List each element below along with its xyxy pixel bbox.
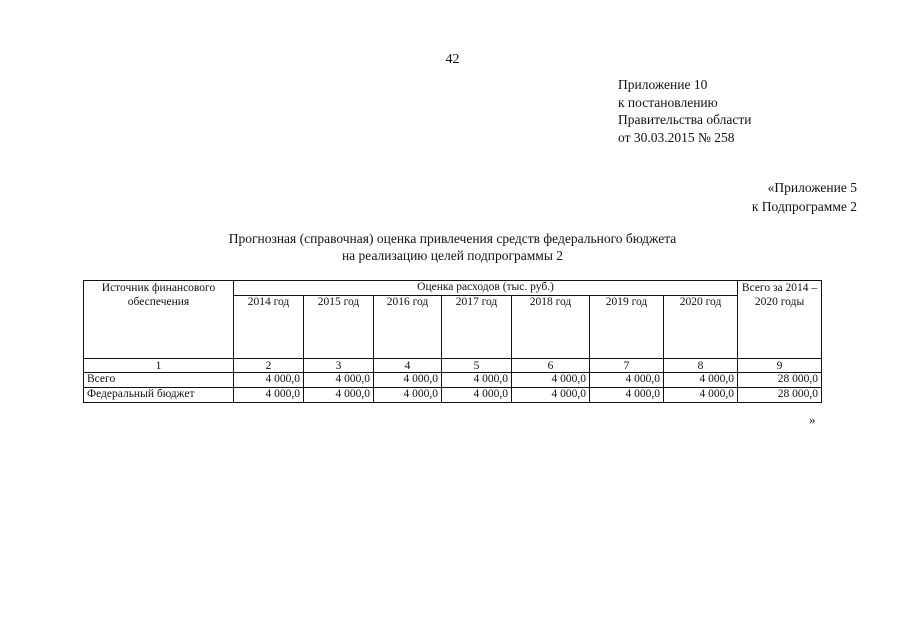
estimate-header-cell: Оценка расходов (тыс. руб.)	[234, 281, 738, 296]
column-number-cell: 1	[84, 359, 234, 373]
value-cell: 4 000,0	[664, 388, 738, 403]
sub-appendix-line: к Подпрограмме 2	[751, 199, 857, 214]
column-number-cell: 8	[664, 359, 738, 373]
document-title	[0, 230, 905, 264]
column-number-cell: 2	[234, 359, 304, 373]
total-header-cell: Всего за 2014 – 2020 годы	[738, 281, 822, 359]
column-number-cell: 6	[512, 359, 590, 373]
source-header-cell: Источник финансового обеспечения	[84, 281, 234, 359]
total-value-cell: 28 000,0	[738, 388, 822, 403]
appendix-line: к постановлению	[618, 94, 718, 110]
budget-table	[83, 280, 822, 403]
value-cell: 4 000,0	[304, 388, 374, 403]
value-cell: 4 000,0	[442, 373, 512, 388]
page-number: 42	[445, 52, 460, 67]
value-cell: 4 000,0	[374, 373, 442, 388]
column-number-row	[84, 359, 822, 373]
column-number-cell: 4	[374, 359, 442, 373]
value-cell: 4 000,0	[664, 373, 738, 388]
value-cell: 4 000,0	[304, 373, 374, 388]
value-cell: 4 000,0	[590, 373, 664, 388]
sub-appendix-line: «Приложение 5	[767, 180, 857, 195]
value-cell: 4 000,0	[512, 388, 590, 403]
column-number-cell: 3	[304, 359, 374, 373]
value-cell: 4 000,0	[442, 388, 512, 403]
column-number-cell: 7	[590, 359, 664, 373]
table-row	[84, 373, 822, 388]
year-header-cell: 2015 год	[304, 296, 374, 359]
appendix-line: от 30.03.2015 № 258	[618, 129, 735, 145]
year-header-cell: 2014 год	[234, 296, 304, 359]
sub-appendix-header	[752, 178, 857, 216]
value-cell: 4 000,0	[234, 373, 304, 388]
value-cell: 4 000,0	[234, 388, 304, 403]
row-label-total: Всего	[84, 373, 234, 388]
closing-quote: »	[809, 412, 816, 427]
value-cell: 4 000,0	[512, 373, 590, 388]
column-number-cell: 5	[442, 359, 512, 373]
total-value-cell: 28 000,0	[738, 373, 822, 388]
year-header-cell: 2018 год	[512, 296, 590, 359]
title-line: Прогнозная (справочная) оценка привлечения средств федерального бюджета	[228, 231, 677, 246]
column-number-cell: 9	[738, 359, 822, 373]
year-header-cell: 2017 год	[442, 296, 512, 359]
year-header-cell: 2020 год	[664, 296, 738, 359]
appendix-line: Приложение 10	[618, 77, 708, 92]
appendix-line: Правительства области	[618, 112, 752, 127]
year-header-cell: 2016 год	[374, 296, 442, 359]
year-header-cell: 2019 год	[590, 296, 664, 359]
title-line: на реализацию целей подпрограммы 2	[341, 248, 564, 263]
row-label-federal-budget: Федеральный бюджет	[84, 388, 234, 403]
table-row	[84, 388, 822, 403]
appendix-header	[618, 76, 858, 146]
table-header-row	[84, 281, 822, 296]
value-cell: 4 000,0	[590, 388, 664, 403]
value-cell: 4 000,0	[374, 388, 442, 403]
